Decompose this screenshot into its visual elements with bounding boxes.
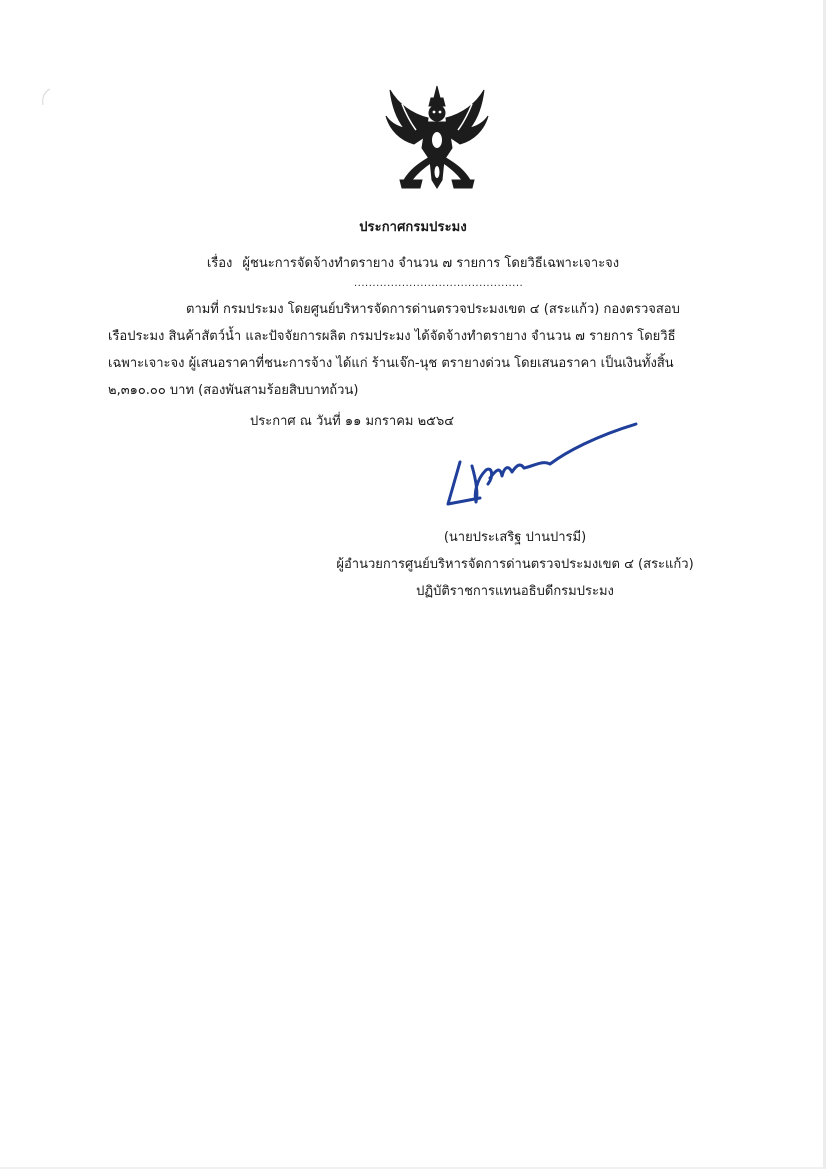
document-subject: [0, 252, 826, 273]
body-line: เรือประมง สินค้าสัตว์น้ำ และปัจจัยการผลิต กรมประมง ได้จัดจ้างทำตรายาง จำนวน ๗ รายการ โดยวิธี: [108, 329, 676, 344]
signer-name: (นายประเสริฐ ปานปารมี): [443, 530, 587, 545]
subject-label: เรื่อง: [206, 256, 233, 271]
handwritten-signature: [436, 410, 646, 520]
signer-block: [300, 524, 730, 605]
signer-acting: ปฏิบัติราชการแทนอธิบดีกรมประมง: [416, 584, 614, 599]
garuda-emblem-icon: [382, 84, 492, 196]
corner-mark: [40, 88, 52, 106]
body-line: ๒,๓๑๐.๐๐ บาท (สองพันสามร้อยสิบบาทถ้วน): [108, 383, 359, 398]
signer-position: ผู้อำนวยการศูนย์บริหารจัดการด่านตรวจประมงเขต ๔ (สระแก้ว): [336, 557, 694, 572]
announcement-body: [108, 296, 728, 404]
document-title: ประกาศกรมประมง: [359, 220, 467, 235]
subject-text: ผู้ชนะการจัดจ้างทำตรายาง จำนวน ๗ รายการ โดยวิธีเฉพาะเจาะจง: [242, 256, 620, 271]
body-line: เฉพาะเจาะจง ผู้เสนอราคาที่ชนะการจ้าง ได้แก่ ร้านเจ๊ก-นุช ตรายางด่วน โดยเสนอราคา เป็นเงินทั้งสิ้น: [108, 356, 674, 371]
separator-dots: ..............................................: [354, 278, 524, 289]
body-line: ตามที่ กรมประมง โดยศูนย์บริหารจัดการด่านตรวจประมงเขต ๔ (สระแก้ว) กองตรวจสอบ: [186, 302, 680, 317]
announce-date: ประกาศ ณ วันที่ ๑๑ มกราคม ๒๕๖๔: [250, 414, 455, 429]
